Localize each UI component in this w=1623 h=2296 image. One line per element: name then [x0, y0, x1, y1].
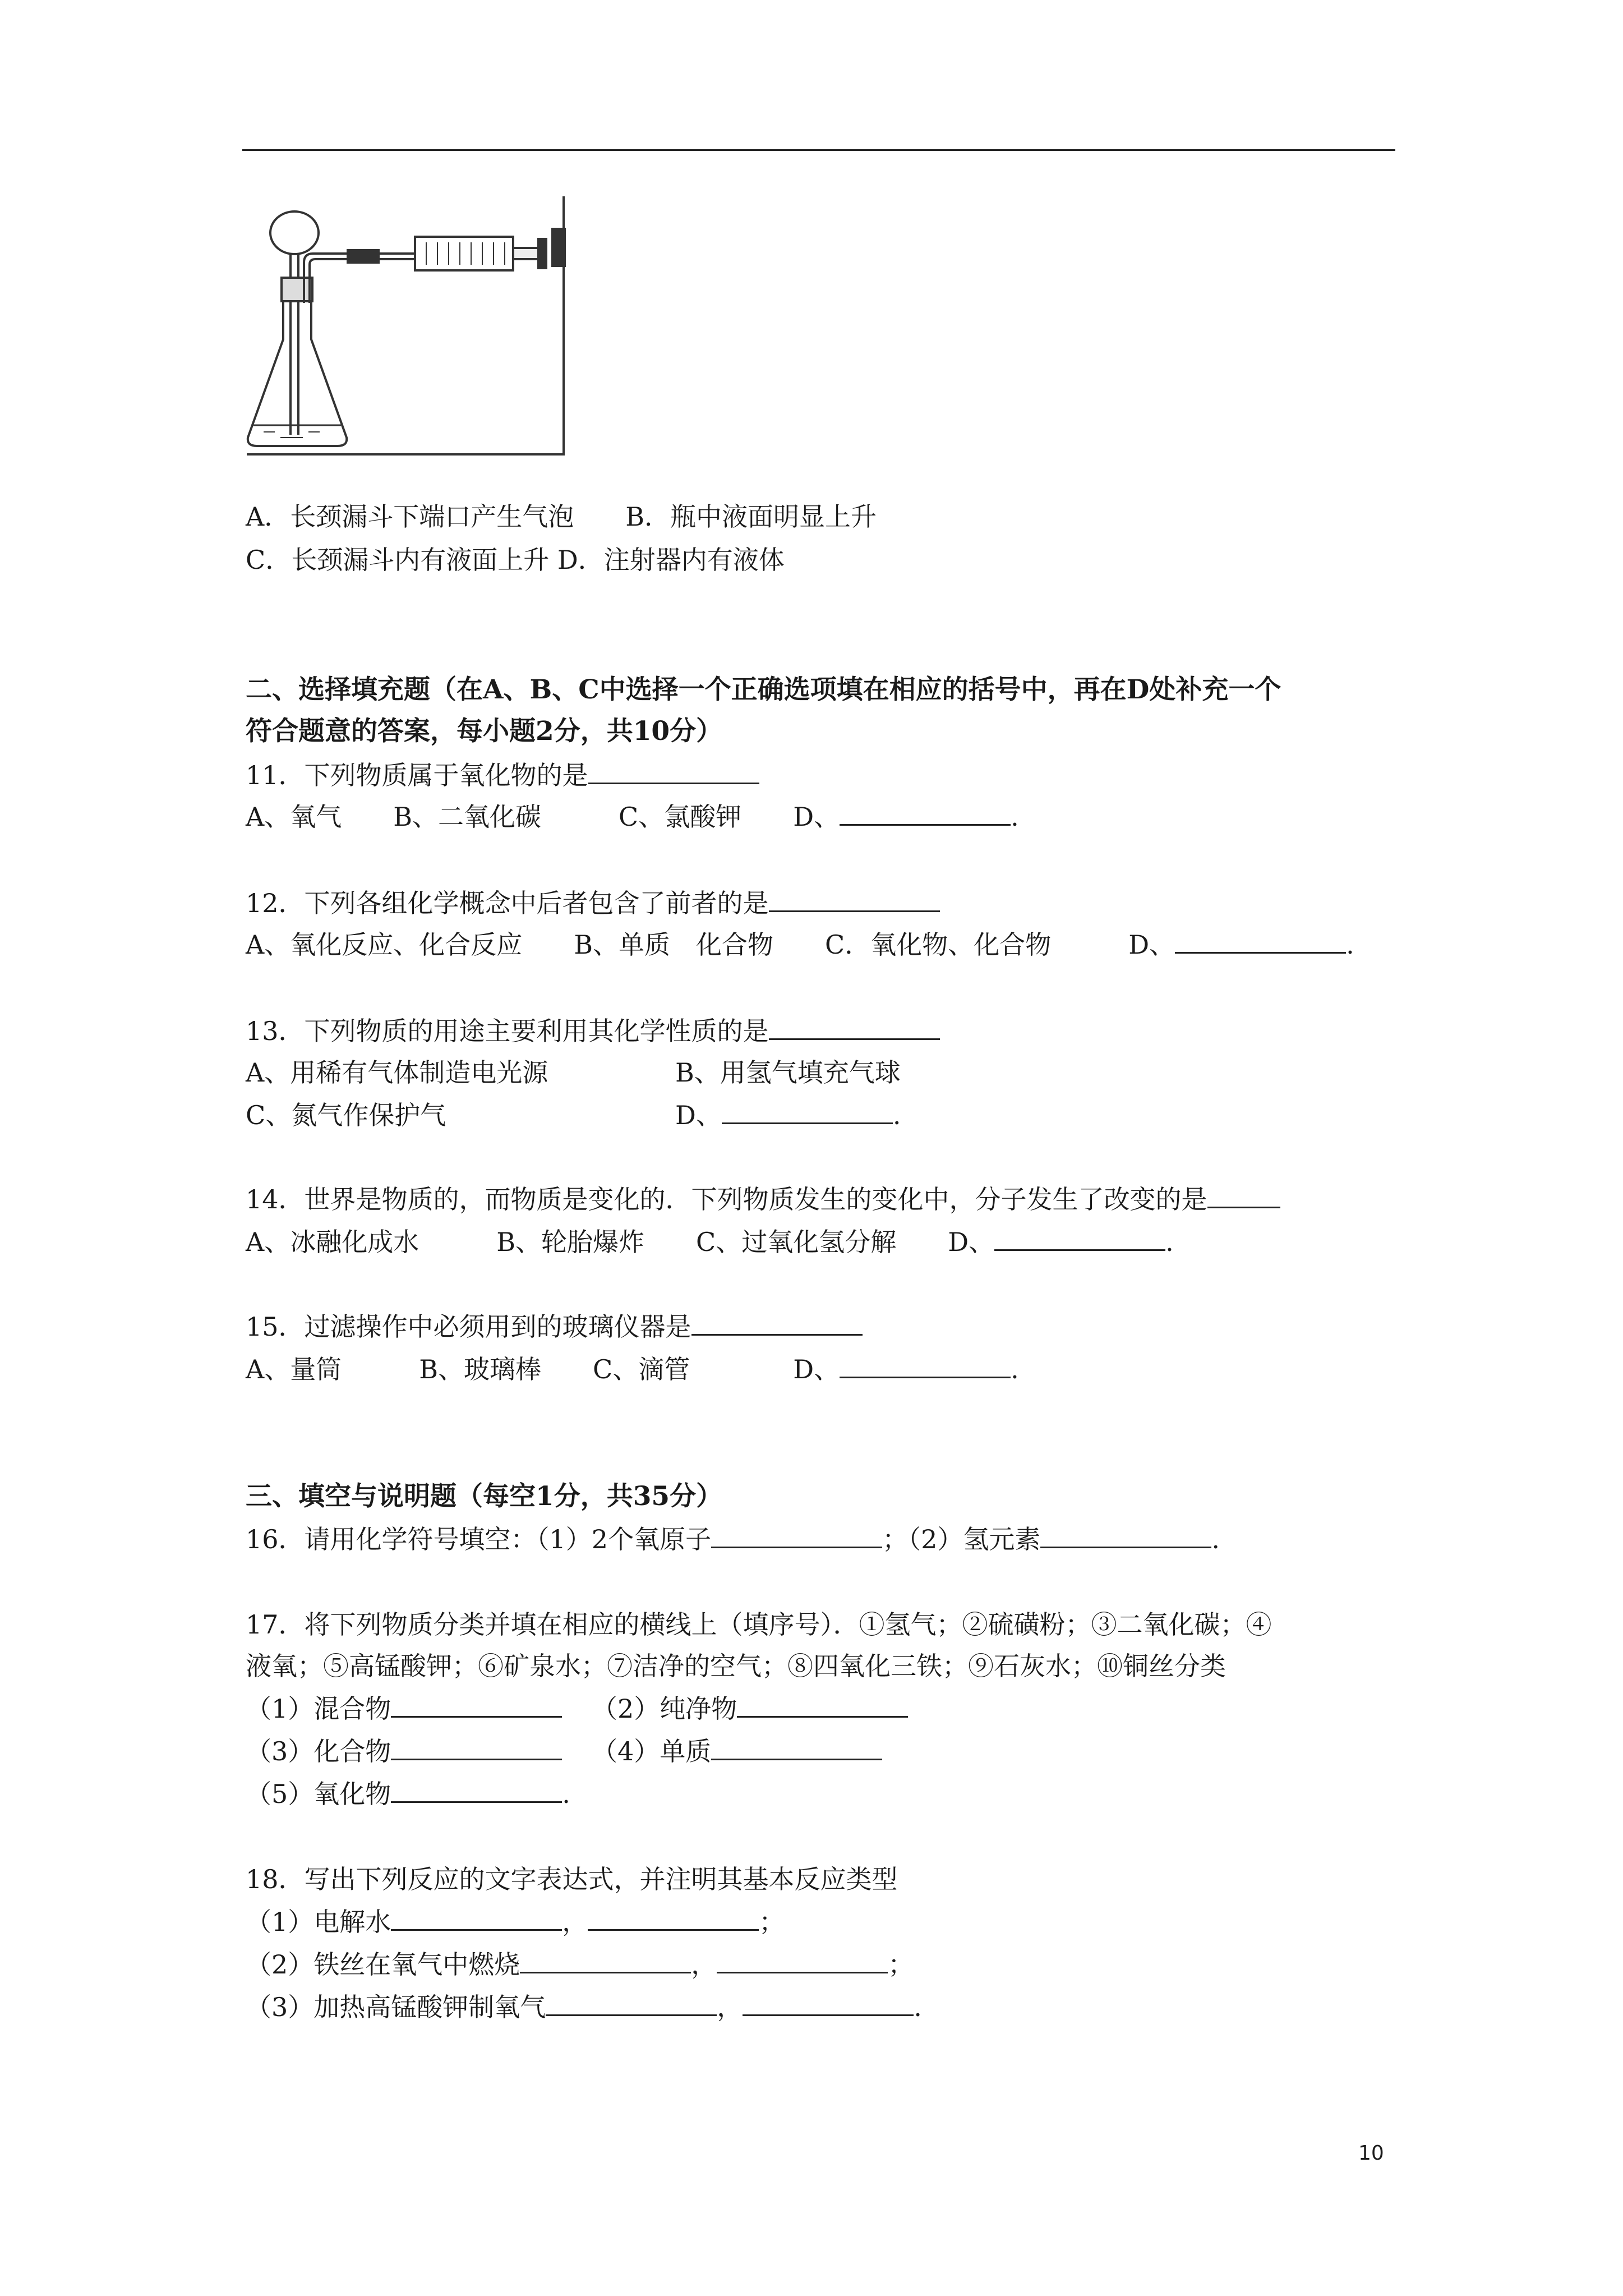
answer-blank[interactable] [769, 1016, 940, 1040]
q13-option-a: A、用稀有气体制造电光源 [246, 1057, 548, 1088]
answer-blank[interactable] [588, 760, 759, 784]
answer-blank[interactable] [391, 1779, 562, 1803]
q17-part4: （4）单质 [592, 1736, 882, 1767]
answer-blank[interactable] [711, 1736, 882, 1760]
page-number: 10 [1358, 2142, 1384, 2165]
q13-option-b: B、用氢气填充气球 [675, 1057, 901, 1088]
q13-option-d: D、 . [675, 1100, 901, 1130]
funnel-bulb [270, 211, 319, 254]
q17-part2: （2）纯净物 [592, 1693, 908, 1724]
answer-blank[interactable] [520, 1949, 691, 1973]
q12-stem: 12．下列各组化学概念中后者包含了前者的是 [246, 887, 940, 919]
answer-blank[interactable] [711, 1524, 882, 1548]
q17-part3: （3）化合物 [246, 1736, 562, 1767]
answer-blank[interactable] [391, 1907, 562, 1931]
q13-option-c: C、氮气作保护气 [246, 1100, 446, 1130]
answer-blank[interactable] [1207, 1184, 1280, 1208]
q10-options-row2: C．长颈漏斗内有液面上升 D．注射器内有液体 [246, 545, 785, 575]
stand-frame [247, 196, 564, 454]
q17-stem-line1: 17．将下列物质分类并填在相应的横线上（填序号）．①氢气；②硫磺粉；③二氧化碳；④ [246, 1609, 1272, 1640]
q18-stem: 18．写出下列反应的文字表达式，并注明其基本反应类型 [246, 1864, 898, 1894]
answer-blank[interactable] [743, 1992, 914, 2016]
answer-blank[interactable] [994, 1227, 1165, 1251]
q13-stem: 13．下列物质的用途主要利用其化学性质的是 [246, 1015, 940, 1047]
section2-heading-line2: 符合题意的答案，每小题2分，共10分） [246, 716, 723, 747]
rubber-connector [348, 250, 379, 263]
answer-blank[interactable] [722, 1100, 893, 1124]
syringe-barrel [415, 237, 513, 270]
apparatus-diagram [241, 191, 578, 460]
stopper [282, 278, 312, 301]
q18-part2: （2）铁丝在氧气中燃烧 ， ； [246, 1949, 914, 1980]
q17-stem-line2: 液氧；⑤高锰酸钾；⑥矿泉水；⑦洁净的空气；⑧四氧化三铁；⑨石灰水；⑩铜丝分类 [246, 1651, 1226, 1681]
answer-blank[interactable] [769, 888, 940, 912]
q17-part1: （1）混合物 [246, 1693, 562, 1724]
header-rule [242, 149, 1395, 151]
answer-blank[interactable] [691, 1312, 863, 1336]
q11-options: A、氧气 B、二氧化碳 C、氯酸钾 D、 . [246, 802, 1019, 832]
section2-heading-line1: 二、选择填充题（在A、B、C中选择一个正确选项填在相应的括号中，再在D处补充一个 [246, 674, 1281, 705]
q14-options: A、冰融化成水 B、轮胎爆炸 C、过氧化氢分解 D、 . [246, 1227, 1174, 1257]
answer-blank[interactable] [1040, 1524, 1211, 1548]
q18-part3: （3）加热高锰酸钾制氧气 ， . [246, 1992, 922, 2022]
answer-blank[interactable] [546, 1992, 717, 2016]
answer-blank[interactable] [1175, 930, 1346, 954]
section3-heading: 三、填空与说明题（每空1分，共35分） [246, 1481, 723, 1512]
answer-blank[interactable] [588, 1907, 759, 1931]
answer-blank[interactable] [840, 1354, 1011, 1378]
answer-blank[interactable] [717, 1949, 888, 1973]
q15-stem: 15．过滤操作中必须用到的玻璃仪器是 [246, 1311, 863, 1342]
q16: 16．请用化学符号填空：（1）2个氧原子 ；（2）氢元素 . [246, 1524, 1220, 1554]
q18-part1: （1）电解水 ， ； [246, 1907, 785, 1937]
syringe-plunger [513, 248, 541, 259]
q12-options: A、氧化反应、化合反应 B、单质 化合物 C．氧化物、化合物 D、 . [246, 930, 1354, 960]
q10-options-row1: A．长颈漏斗下端口产生气泡 B．瓶中液面明显上升 [246, 501, 877, 532]
answer-blank[interactable] [737, 1694, 908, 1718]
delivery-tube [304, 254, 348, 303]
stand-clamp [552, 229, 565, 266]
q11-stem: 11．下列物质属于氧化物的是 [246, 760, 759, 791]
q14-stem: 14．世界是物质的，而物质是变化的．下列物质发生的变化中，分子发生了改变的是 [246, 1184, 1280, 1215]
q15-options: A、量筒 B、玻璃棒 C、滴管 D、 . [246, 1354, 1019, 1384]
answer-blank[interactable] [391, 1736, 562, 1760]
answer-blank[interactable] [840, 802, 1011, 826]
q17-part5: （5）氧化物 . [246, 1779, 570, 1809]
answer-blank[interactable] [391, 1694, 562, 1718]
